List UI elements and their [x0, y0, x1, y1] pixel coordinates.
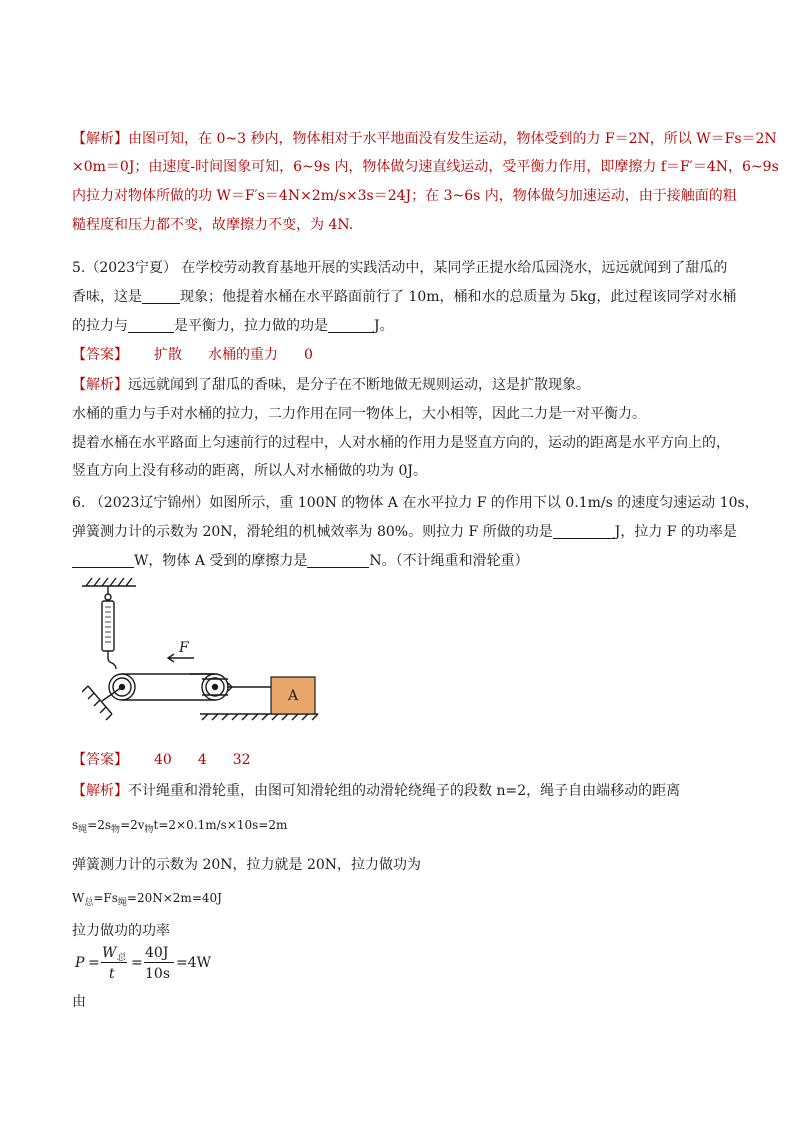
answer-value: 0: [304, 347, 313, 363]
power-result: =4W: [176, 955, 212, 971]
spring-scale: [102, 601, 114, 651]
ground-hatch: [202, 714, 318, 720]
analysis-tag: 【解析】: [72, 783, 128, 799]
q6-line-1: 6. （2023辽宁锦州）如图所示，重 100N 的物体 A 在水平拉力 F 的作用下以 0.1m/s 的速度匀速运动 10s，: [72, 495, 759, 511]
denominator-t: t: [109, 966, 115, 982]
numerator-40j: 40J: [145, 945, 169, 961]
answer-blank[interactable]: [128, 318, 174, 333]
answer-blank[interactable]: [72, 553, 134, 568]
scale-ticks: [105, 607, 111, 642]
symbol-p: P: [75, 955, 85, 971]
q5-analysis-2: 水桶的重力与手对水桶的拉力，二力作用在同一物体上，大小相等，因此二力是一对平衡力。: [72, 406, 646, 422]
text: 是平衡力，拉力做的功是: [174, 318, 328, 334]
answer-value: 40: [154, 752, 172, 768]
text: 香味，这是: [72, 289, 142, 305]
answer-value: 32: [232, 752, 251, 768]
q6-analysis-3: 拉力做功的功率: [72, 923, 170, 939]
text: 不计绳重和滑轮重，由图可知滑轮组的动滑轮绕绳子的段数 n=2，绳子自由端移动的距离: [128, 783, 681, 799]
prev-analysis-line-4: 糙程度和压力都不变，故摩擦力不变，为 4N.: [72, 217, 354, 233]
text: W，物体 A 受到的摩擦力是: [134, 553, 308, 569]
q6-analysis-1: [72, 782, 680, 800]
prev-analysis-line-1: [72, 130, 777, 148]
text: 远远就闻到了甜瓜的香味，是分子在不断地做无规则运动，这是扩散现象。: [128, 377, 590, 393]
answer-tag: 【答案】: [72, 752, 128, 768]
text: 由图可知，在 0~3 秒内，物体相对于水平地面没有发生运动，物体受到的力 F＝2N，所以 W＝Fs＝2N: [128, 131, 777, 147]
numerator-w: $W_总$: [102, 945, 126, 963]
answer-blank[interactable]: [553, 524, 615, 539]
force-label: F: [179, 640, 189, 656]
q6-line-3: [72, 552, 529, 570]
answer-value: 水桶的重力: [208, 347, 278, 363]
analysis-tag: 【解析】: [72, 131, 128, 147]
wall-hatch: [82, 686, 112, 720]
answer-blank[interactable]: [142, 289, 180, 304]
q5-line-3: [72, 317, 394, 335]
q6-analysis-4: 由: [72, 994, 86, 1010]
q5-line-1: 5.（2023宁夏） 在学校劳动教育基地开展的实践活动中，某同学正提水给瓜园浇水，远远就闻到了甜瓜的: [72, 260, 728, 276]
text: N。（不计绳重和滑轮重）: [369, 553, 529, 569]
answer-value: 扩散: [154, 347, 182, 363]
text: 现象；他提着水桶在水平路面前行了 10m，桶和水的总质量为 5kg，此过程该同学对水桶: [180, 289, 737, 305]
q6-line-2: [72, 523, 737, 541]
answer-blank[interactable]: [307, 553, 369, 568]
pulley-diagram: [82, 574, 330, 734]
answer-tag: 【答案】: [72, 347, 128, 363]
scale-hook: [108, 651, 116, 669]
text: J。: [374, 318, 394, 334]
equation-distance: $s_绳=2s_物=2v_物t=2\times 0.1m/s\times 10s=2m$: [72, 818, 288, 835]
q5-analysis-1: [72, 376, 590, 394]
answer-value: 4: [197, 752, 207, 768]
scale-ring: [105, 594, 111, 600]
ceiling-hatch: [86, 578, 132, 586]
analysis-tag: 【解析】: [72, 377, 128, 393]
prev-analysis-line-3: 内拉力对物体所做的功 W＝F′s＝4N×2m/s×3s＝24J；在 3~6s 内，物体做匀加速运动，由于接触面的粗: [72, 188, 737, 204]
block-label: A: [287, 688, 299, 704]
q5-line-2: [72, 288, 736, 306]
q5-analysis-4: 竖直方向上没有移动的距离，所以人对水桶做的功为 0J。: [72, 463, 427, 479]
answer-blank[interactable]: [328, 318, 374, 333]
denominator-10s: 10s: [145, 966, 170, 982]
fixed-pulley-bracket: [102, 687, 122, 701]
q6-analysis-2: 弹簧测力计的示数为 20N，拉力就是 20N，拉力做功为: [72, 857, 422, 873]
text: J，拉力 F 的功率是: [614, 524, 737, 540]
q5-analysis-3: 提着水桶在水平路面上匀速前行的过程中，人对水桶的作用力是竖直方向的，运动的距离是水平方向上的，: [72, 435, 730, 451]
q5-answer: [72, 346, 313, 364]
prev-analysis-line-2: ×0m＝0J；由速度-时间图象可知，6~9s 内，物体做匀速直线运动，受平衡力作用，即摩擦力 f＝F′＝4N，6~9s: [72, 159, 779, 175]
text: 弹簧测力计的示数为 20N，滑轮组的机械效率为 80%。则拉力 F 所做的功是: [72, 524, 553, 540]
text: 的拉力与: [72, 318, 128, 334]
q6-answer: [72, 751, 251, 769]
equation-work: $W_总=Fs_绳=20N\times 2m=40J$: [72, 891, 222, 908]
